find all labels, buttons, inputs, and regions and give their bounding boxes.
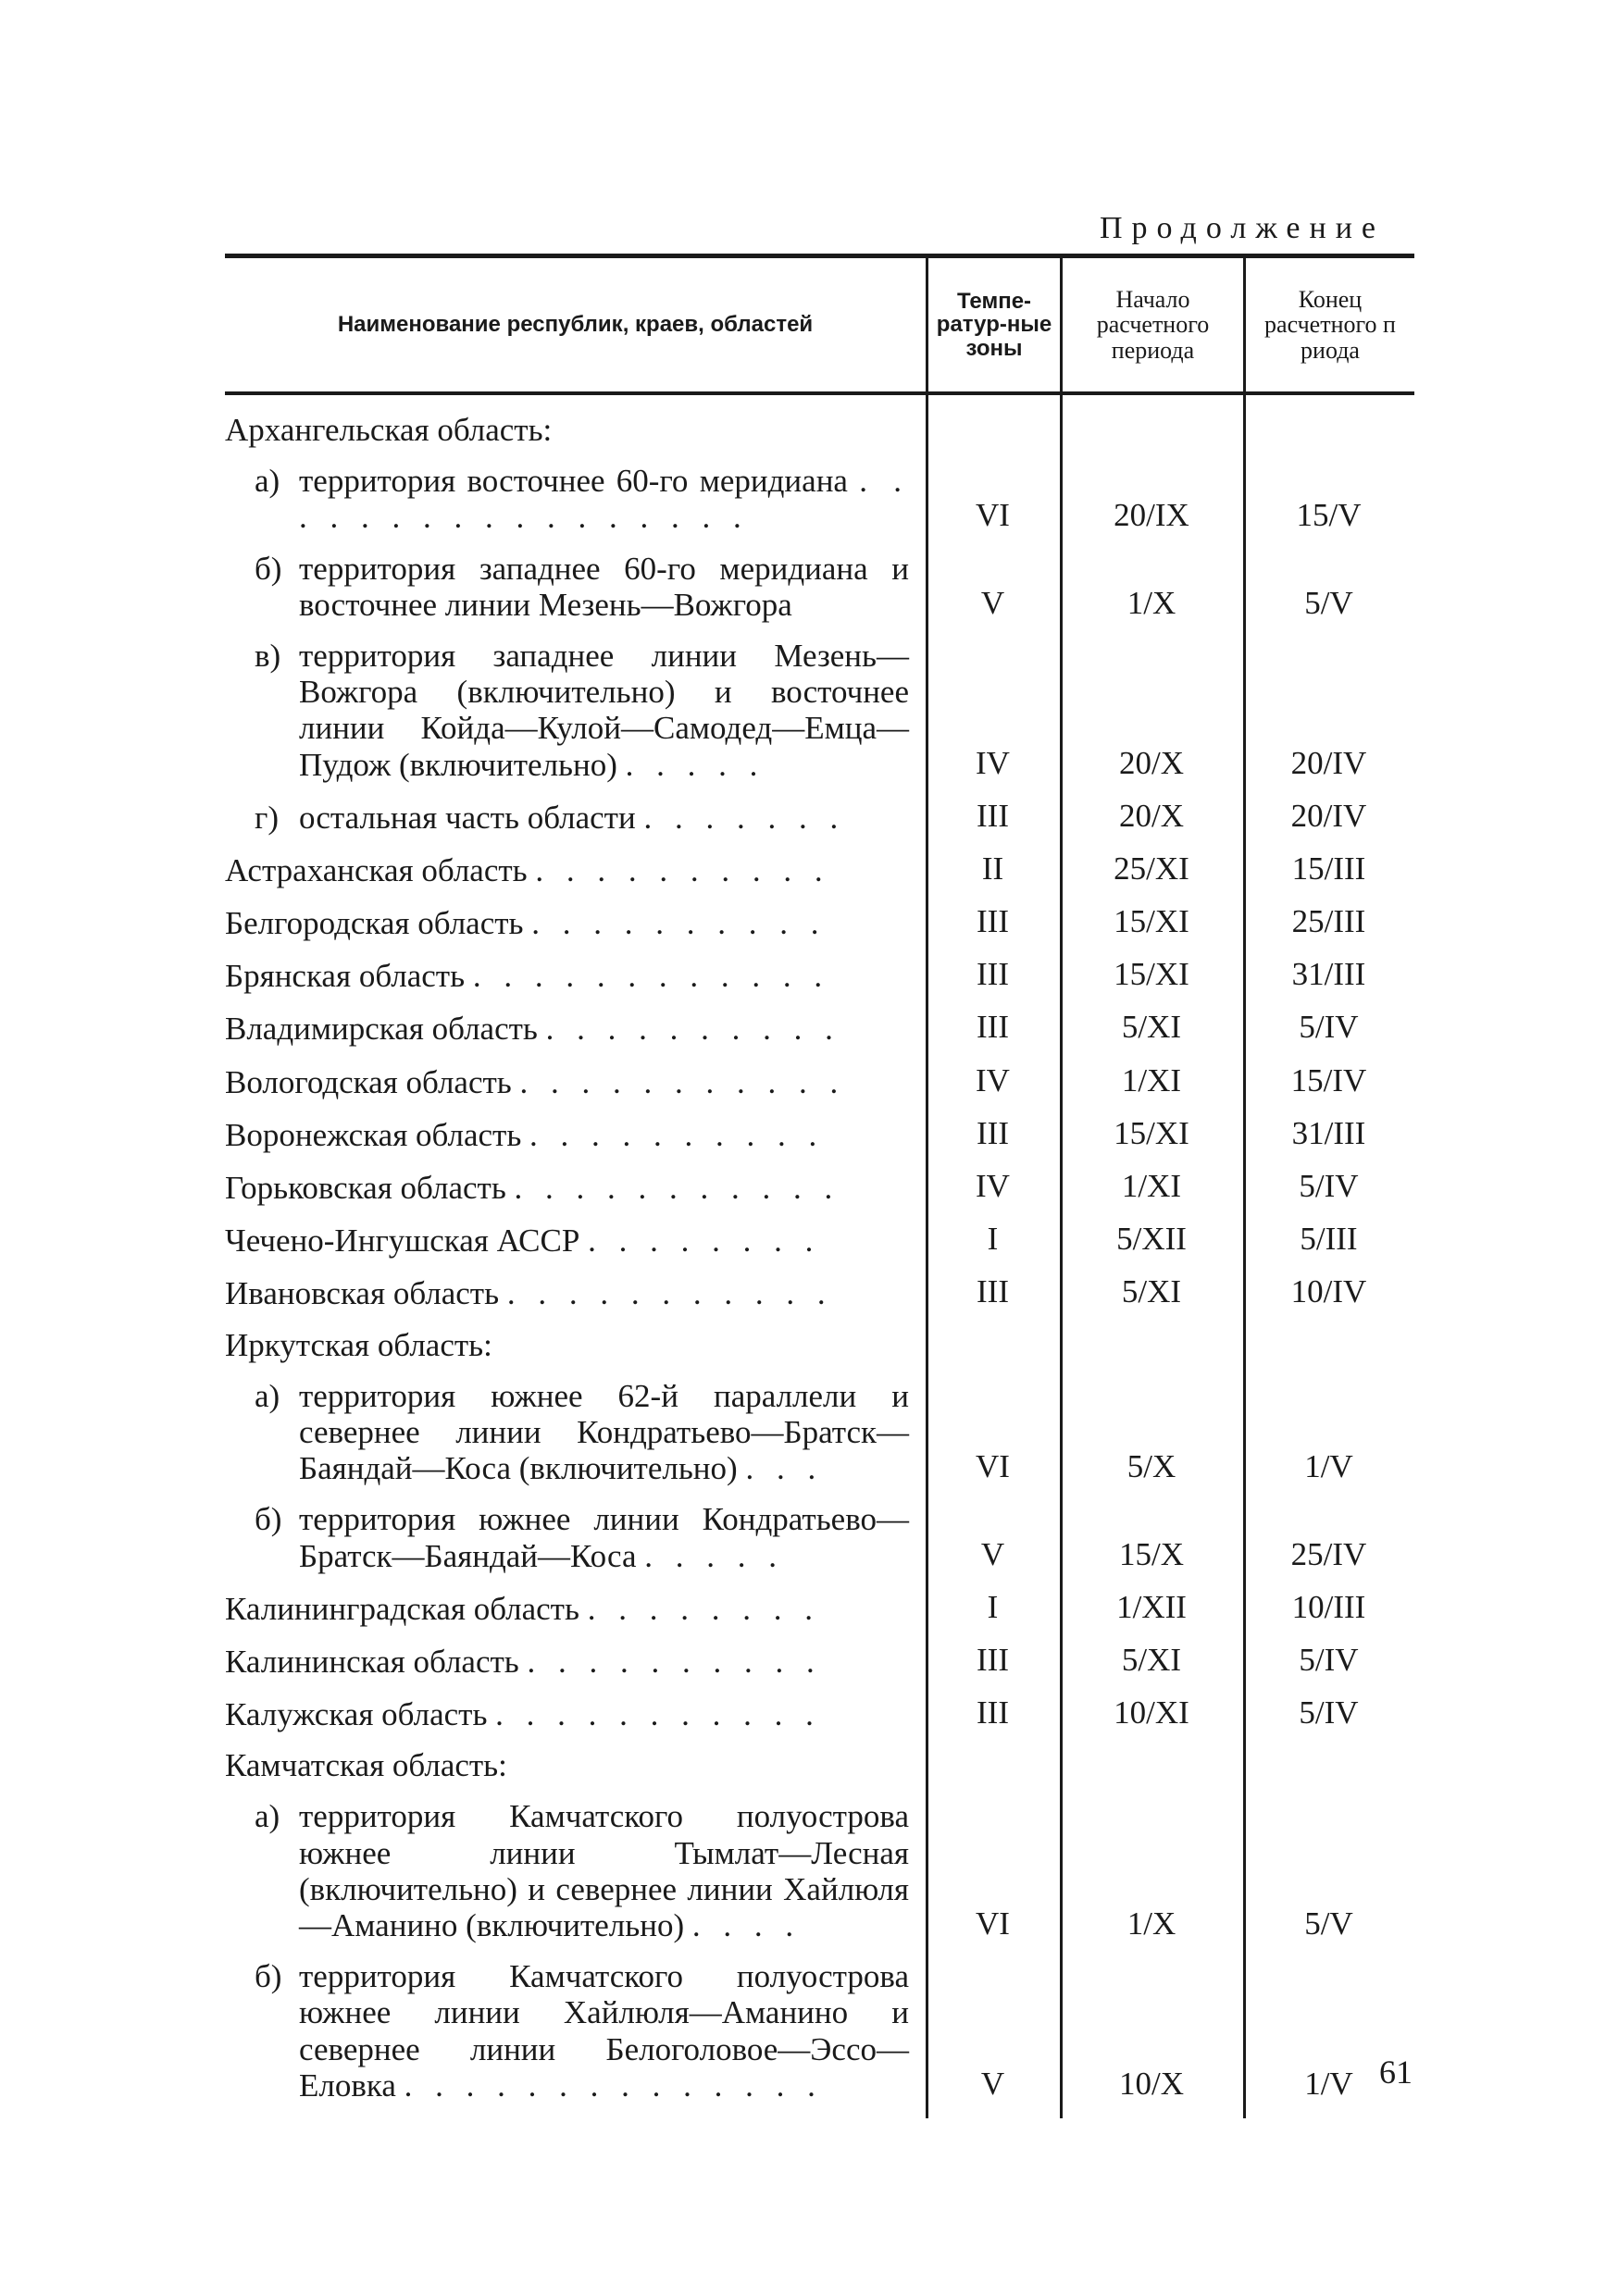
row-end: 5/IV: [1299, 1641, 1359, 1678]
row-zone: III: [977, 1273, 1009, 1310]
row-end: 20/IV: [1290, 797, 1367, 834]
row-end: 25/III: [1291, 903, 1366, 940]
row-label: Иркутская область:: [225, 1326, 492, 1363]
row-label: территория Камчатского полуострова южнее линии Хайлюля—Аманино и севернее линии Белоголовое—Эссо—Еловка: [299, 1958, 909, 2104]
row-marker: в): [255, 637, 281, 674]
row-spacer: [225, 448, 1414, 463]
dot-leader: . . . . . . . . . . .: [495, 1696, 821, 1733]
row-name: [225, 1747, 926, 1783]
row-name: [225, 1011, 926, 1047]
row-start: [1060, 446, 1243, 448]
row-zone: III: [977, 903, 1009, 940]
row-label: Астраханская область: [225, 851, 528, 888]
row-spacer: [225, 1153, 1414, 1168]
row-label: Брянская область: [225, 958, 466, 995]
table-group-heading: [225, 412, 1414, 448]
row-start: [1060, 1781, 1243, 1783]
dot-leader: . . . . . . .: [643, 799, 846, 836]
row-end: 1/V: [1304, 1448, 1353, 1485]
dot-leader: . . . . . . . . . .: [529, 1116, 825, 1153]
row-marker: б): [255, 1958, 282, 1995]
row-start: 15/XI: [1114, 903, 1189, 940]
row-end: 10/III: [1291, 1588, 1366, 1625]
row-name: [225, 1958, 926, 2104]
row-label: территория южнее 62-й параллели и севернее линии Кондратьево—Братск—Баяндай—Коса (включительно): [299, 1377, 909, 1487]
row-start: 25/XI: [1114, 850, 1189, 887]
row-name: [225, 1644, 926, 1680]
dot-leader: . . . . . . . . . . .: [514, 1170, 840, 1206]
row-zone: III: [977, 797, 1009, 834]
row-end: [1243, 446, 1414, 448]
table-row: [225, 1501, 1414, 1573]
row-end: 31/III: [1291, 1114, 1366, 1151]
row-text: [299, 551, 909, 623]
row-spacer: [225, 1363, 1414, 1378]
row-end: 15/III: [1291, 850, 1366, 887]
column-divider: [926, 395, 928, 2118]
row-label: Вологодская область: [225, 1063, 512, 1100]
row-name: [225, 638, 926, 783]
row-end: 10/IV: [1290, 1273, 1367, 1310]
row-marker: б): [255, 1501, 282, 1538]
row-name: [225, 1117, 926, 1153]
row-spacer: [225, 941, 1414, 956]
row-end: 5/III: [1300, 1221, 1358, 1258]
row-spacer: [225, 1100, 1414, 1115]
row-end: 20/IV: [1290, 744, 1367, 781]
row-name: [225, 1378, 926, 1487]
table-row: [225, 1273, 1414, 1311]
row-end: 31/III: [1291, 956, 1366, 993]
row-zone: V: [980, 2065, 1005, 2102]
table-body: [225, 395, 1414, 2118]
row-marker: а): [255, 463, 280, 500]
dot-leader: . . . . . . . .: [588, 1222, 821, 1260]
row-marker: г): [255, 799, 280, 836]
row-spacer: [225, 1312, 1414, 1327]
dot-leader: . . . . . . . . . . .: [519, 1063, 846, 1100]
header-start: Начало расчетного периода: [1060, 258, 1243, 391]
row-text: [299, 1378, 909, 1487]
row-start: 1/X: [1126, 1905, 1176, 1942]
table-row: [225, 1589, 1414, 1627]
row-spacer: [225, 1732, 1414, 1747]
row-name: [225, 551, 926, 623]
dot-leader: . . . . . . . . . . . . . .: [404, 2066, 823, 2104]
row-spacer: [225, 2104, 1414, 2118]
row-label: Камчатская область:: [225, 1747, 507, 1784]
table-row: [225, 1378, 1414, 1487]
row-start: 20/IX: [1114, 497, 1189, 534]
row-spacer: [225, 1574, 1414, 1589]
row-zone: [926, 1781, 1060, 1783]
row-text: [299, 1798, 909, 1943]
dot-leader: . . . . .: [644, 1537, 784, 1574]
dot-leader: . . . . . . . . . .: [545, 1011, 840, 1048]
row-spacer: [225, 1783, 1414, 1798]
row-end: [1243, 1781, 1414, 1783]
column-divider: [1243, 395, 1246, 2118]
table-row: [225, 1798, 1414, 1943]
column-divider: [1060, 395, 1063, 2118]
table-row: [225, 1115, 1414, 1153]
dot-leader: . . . . . . . . . . .: [506, 1275, 833, 1312]
row-label: Калининградская область: [225, 1590, 579, 1627]
row-zone: [926, 1361, 1060, 1363]
row-zone: II: [981, 850, 1004, 887]
table-row: [225, 1009, 1414, 1047]
row-spacer: [225, 836, 1414, 850]
row-label: Калининская область: [225, 1643, 519, 1680]
row-start: 5/XII: [1116, 1221, 1187, 1258]
row-zone: V: [980, 1535, 1005, 1572]
row-end: 25/IV: [1290, 1535, 1367, 1572]
row-zone: IV: [976, 744, 1010, 781]
table-row: [225, 1958, 1414, 2104]
table-row: [225, 1062, 1414, 1100]
row-end: 15/V: [1296, 497, 1362, 534]
row-text: [299, 638, 909, 783]
continuation-label: Продолжение: [1099, 211, 1385, 245]
row-spacer: [225, 536, 1414, 551]
row-spacer: [225, 1943, 1414, 1958]
dot-leader: . . .: [745, 1450, 824, 1487]
row-label: территория южнее линии Кондратьево—Братск—Баяндай—Коса: [299, 1501, 909, 1574]
table-row: [225, 903, 1414, 941]
row-label: Горьковская область: [225, 1170, 506, 1206]
row-zone: IV: [976, 1168, 1010, 1204]
row-text: [299, 1501, 909, 1573]
table-row: [225, 956, 1414, 994]
row-label: территория Камчатского полуострова южнее линии Тымлат—Лесная (включительно) и севернее линии Хайлюля—Аманино (включительно): [299, 1798, 909, 1943]
row-end: 5/V: [1304, 584, 1353, 621]
dot-leader: . . . . . . . . . .: [535, 851, 830, 888]
row-end: 5/V: [1304, 1905, 1353, 1942]
row-label: Калужская область: [225, 1696, 488, 1733]
row-start: 5/X: [1126, 1448, 1176, 1485]
row-marker: б): [255, 550, 282, 587]
row-label: Архангельская область:: [225, 412, 553, 448]
row-start: 15/XI: [1114, 1114, 1189, 1151]
row-marker: а): [255, 1377, 280, 1414]
row-name: [225, 800, 926, 836]
row-end: 5/IV: [1299, 1168, 1359, 1204]
row-label: Чечено-Ингушская АССР: [225, 1222, 580, 1260]
row-start: 5/XI: [1121, 1009, 1182, 1046]
row-marker: а): [255, 1798, 280, 1835]
row-zone: III: [977, 956, 1009, 993]
table-row: [225, 798, 1414, 836]
table-header: [225, 258, 1414, 391]
row-name: [225, 958, 926, 994]
row-name: [225, 1064, 926, 1100]
row-zone: [926, 446, 1060, 448]
table-row: [225, 638, 1414, 783]
table-row: [225, 1694, 1414, 1732]
header-end: Конец расчетного п риода: [1243, 258, 1414, 391]
row-label: Владимирская область: [225, 1011, 538, 1048]
row-name: [225, 1798, 926, 1943]
row-zone: VI: [976, 497, 1010, 534]
row-spacer: [225, 783, 1414, 798]
header-name: Наименование республик, краев, областей: [337, 312, 814, 338]
row-zone: I: [987, 1588, 999, 1625]
row-name: [225, 412, 926, 448]
row-start: 1/XI: [1121, 1061, 1182, 1098]
table-row: [225, 463, 1414, 535]
row-end: 15/IV: [1290, 1061, 1367, 1098]
row-end: [1243, 1361, 1414, 1363]
row-zone: III: [977, 1114, 1009, 1151]
dot-leader: . . . . . . . . . .: [531, 905, 827, 942]
row-spacer: [225, 1206, 1414, 1221]
row-name: [225, 463, 926, 535]
table-row: [225, 551, 1414, 623]
row-name: [225, 1696, 926, 1732]
table-row: [225, 850, 1414, 888]
row-start: 1/XII: [1116, 1588, 1187, 1625]
row-text: [299, 463, 909, 535]
dot-leader: . . . . . . . . . . . .: [472, 958, 830, 995]
row-start: 15/X: [1119, 1535, 1184, 1572]
table-group-heading: [225, 1327, 1414, 1363]
row-spacer: [225, 623, 1414, 638]
row-name: [225, 1170, 926, 1206]
row-start: 1/X: [1126, 584, 1176, 621]
table-row: [225, 1642, 1414, 1680]
row-end: 1/V: [1304, 2065, 1353, 2102]
row-label: Ивановская область: [225, 1275, 500, 1312]
row-zone: VI: [976, 1905, 1010, 1942]
row-zone: IV: [976, 1061, 1010, 1098]
row-name: [225, 1591, 926, 1627]
dot-leader: . . . . . . . .: [587, 1590, 820, 1627]
dot-leader: . . . . .: [625, 746, 765, 783]
row-zone: III: [977, 1694, 1009, 1731]
row-spacer: [225, 1627, 1414, 1642]
row-label: Белгородская область: [225, 905, 524, 942]
row-start: [1060, 1361, 1243, 1363]
row-label: территория восточнее 60-го меридиана: [299, 463, 848, 500]
row-name: [225, 852, 926, 888]
dot-leader: . . . . . . . . . . . . . . . . .: [299, 463, 910, 536]
row-start: 10/XI: [1114, 1694, 1189, 1731]
row-end: 5/IV: [1299, 1009, 1359, 1046]
page-number: 61: [1379, 2054, 1413, 2091]
row-name: [225, 905, 926, 941]
row-start: 15/XI: [1114, 956, 1189, 993]
row-spacer: [225, 888, 1414, 903]
row-spacer: [225, 1680, 1414, 1694]
row-zone: VI: [976, 1448, 1010, 1485]
row-text: [299, 800, 909, 836]
row-end: 5/IV: [1299, 1694, 1359, 1731]
row-zone: III: [977, 1641, 1009, 1678]
header-zone: Темпе-ратур-ные зоны: [926, 258, 1060, 391]
climate-table: [225, 254, 1414, 2118]
row-name: [225, 1222, 926, 1259]
row-spacer: [225, 1048, 1414, 1062]
row-start: 10/X: [1119, 2065, 1184, 2102]
row-label: территория западнее 60-го меридиана и восточнее линии Мезень—Вожгора: [299, 550, 909, 623]
row-spacer: [225, 1259, 1414, 1273]
row-spacer: [225, 994, 1414, 1009]
row-name: [225, 1501, 926, 1573]
table-row: [225, 1168, 1414, 1206]
row-label: Воронежская область: [225, 1116, 522, 1153]
table-row: [225, 1221, 1414, 1259]
row-start: 20/X: [1119, 744, 1184, 781]
row-text: [299, 1958, 909, 2104]
dot-leader: . . . .: [691, 1907, 802, 1943]
row-start: 5/XI: [1121, 1273, 1182, 1310]
row-zone: III: [977, 1009, 1009, 1046]
row-name: [225, 1327, 926, 1363]
row-name: [225, 1275, 926, 1311]
row-zone: V: [980, 584, 1005, 621]
row-label: территория западнее линии Мезень—Вожгора (включительно) и восточнее линии Койда—Кулой—Самодед—Емца—Пудож (включительно): [299, 637, 909, 783]
row-start: 5/XI: [1121, 1641, 1182, 1678]
row-zone: I: [987, 1221, 999, 1258]
dot-leader: . . . . . . . . . .: [527, 1643, 822, 1680]
row-start: 20/X: [1119, 797, 1184, 834]
row-start: 1/XI: [1121, 1168, 1182, 1204]
row-spacer: [225, 1486, 1414, 1501]
row-label: остальная часть области: [299, 799, 636, 836]
table-group-heading: [225, 1747, 1414, 1783]
